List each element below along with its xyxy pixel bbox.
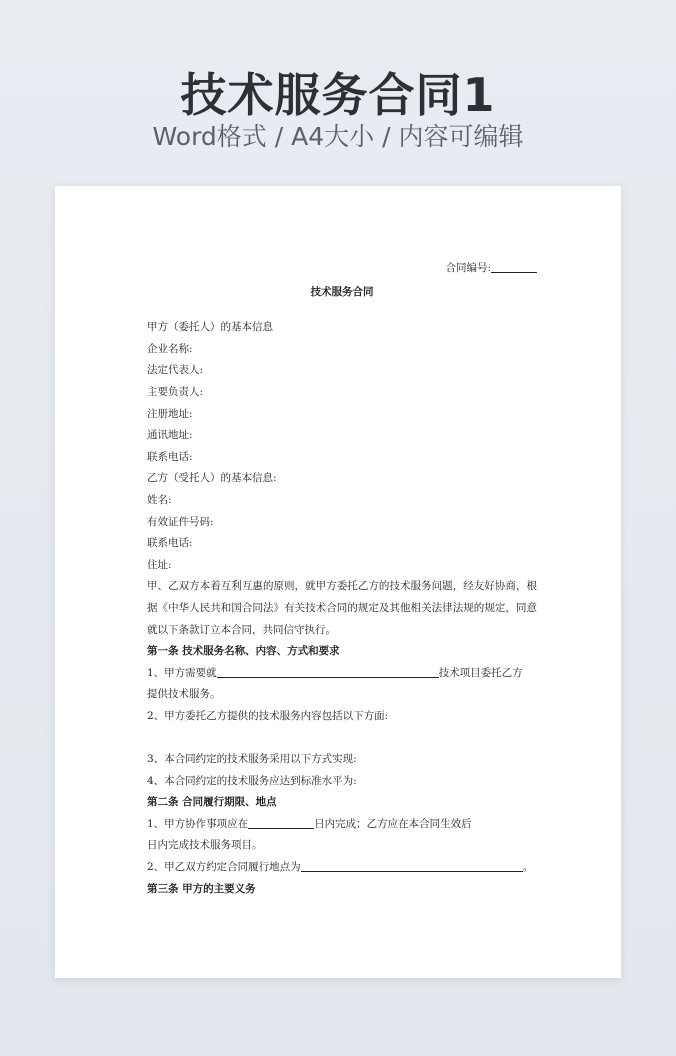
article-1-item-3: 3、本合同约定的技术服务采用以下方式实现: [147,753,357,766]
article-2-item-1-end: 日内完成技术服务项目。 [147,839,263,852]
contract-number-line [147,258,537,280]
party-a-header: 甲方（委托人）的基本信息 [147,321,273,334]
article-1-item-4: 4、本合同约定的技术服务应达到标准水平为: [147,774,357,787]
article-1-item-2: 2、甲方委托乙方提供的技术服务内容包括以下方面: [147,709,389,722]
article-3-title: 第三条 甲方的主要义务 [147,882,256,895]
party-b-field: 住址: [147,558,172,571]
article-2-item-2-text: 2、甲乙双方约定合同履行地点为 [147,861,301,874]
article-1-item-1-text-cont: 技术项目委托乙方 [438,666,523,679]
article-1-item-1 [147,663,537,685]
article-1-title: 第一条 技术服务名称、内容、方式和要求 [147,645,340,658]
article-2-item-1 [147,814,537,836]
party-b-field: 姓名: [147,493,172,506]
article-1-item-1-blank[interactable] [217,665,439,678]
preamble-paragraph: 甲、乙双方本着互利互惠的原则，就甲方委托乙方的技术服务问题，经友好协商，根据《中华人民共和国合同法》有关技术合同的规定及其他相关法律法规的规定，同意就以下条款订立本合同，共同信守执行。 [147,580,537,636]
document-body [147,258,537,900]
party-b-field: 有效证件号码: [147,515,214,528]
party-a-field: 法定代表人: [147,364,204,377]
article-2-title: 第二条 合同履行期限、地点 [147,796,277,809]
party-a-field: 联系电话: [147,450,193,463]
article-1-item-1-end: 提供技术服务。 [147,688,221,701]
banner-subtitle: Word格式 / A4大小 / 内容可编辑 [152,122,524,151]
party-a-field: 通讯地址: [147,429,193,442]
article-2-item-2-end: 。 [522,861,534,874]
contract-number-blank[interactable] [491,260,537,273]
party-b-header: 乙方（受托人）的基本信息: [147,472,277,485]
article-2-item-2 [147,857,537,879]
contract-number-label: 合同编号: [445,262,491,274]
article-2-item-1-text: 1、甲方协作事项应在 [147,817,249,830]
article-2-item-1-blank[interactable] [248,816,314,829]
banner-title: 技术服务合同1 [180,68,496,122]
blank-line [147,727,537,749]
party-a-field: 企业名称: [147,342,193,355]
article-2-item-1-text-cont: 日内完成；乙方应在本合同生效后 [314,817,472,830]
article-1-item-1-text: 1、甲方需要就 [147,666,217,679]
document-title: 技术服务合同 [310,285,374,298]
party-a-field: 注册地址: [147,407,193,420]
document-page [55,186,621,978]
article-2-item-2-blank[interactable] [301,859,523,872]
party-b-field: 联系电话: [147,537,193,550]
party-a-field: 主要负责人: [147,385,204,398]
